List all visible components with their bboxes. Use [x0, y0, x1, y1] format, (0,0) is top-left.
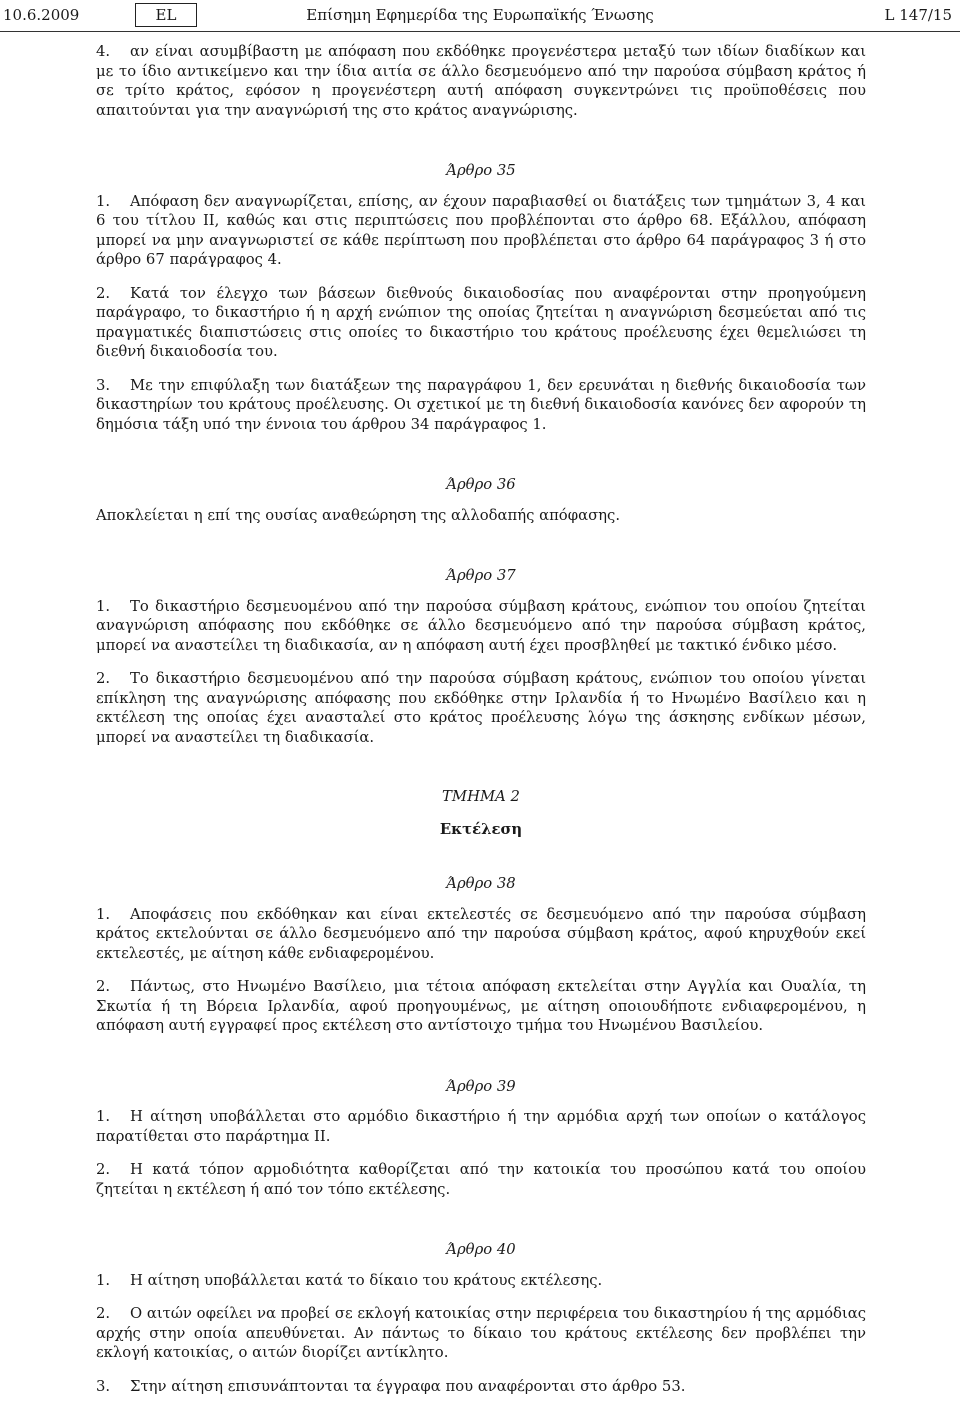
header-date: 10.6.2009: [3, 6, 80, 24]
page-header: [0, 0, 960, 34]
paragraph-number: 2.: [96, 1305, 111, 1322]
paragraph-text: Η αίτηση υποβάλλεται στο αρμόδιο δικαστήριο ή την αρμόδια αρχή των οποίων ο κατάλογος παρατίθεται στο παράρτημα II.: [96, 1108, 866, 1145]
paragraph-number: 2.: [96, 1161, 111, 1178]
article-35-paragraph-3: [96, 376, 866, 435]
paragraph-number: 1.: [96, 1271, 111, 1289]
language-code-box: EL: [135, 3, 197, 27]
paragraph-number: 2.: [96, 284, 111, 302]
article-36-text: Αποκλείεται η επί της ουσίας αναθεώρηση της αλλοδαπής απόφασης.: [96, 506, 621, 524]
article-35-title: Άρθρο 35: [446, 162, 516, 179]
article-39-paragraph-1: [96, 1107, 866, 1146]
section-title: Εκτέλεση: [439, 820, 523, 838]
article-37-paragraph-1: [96, 597, 866, 656]
document-body: [96, 42, 866, 1410]
paragraph-number: 3.: [96, 1377, 111, 1395]
paragraph-text: Αποφάσεις που εκδόθηκαν και είναι εκτελεστές σε δεσμευόμενο από την παρούσα σύμβαση κράτος εκτελούνται σε άλλο δεσμευόμενο από την παρούσα σύμβαση κράτος, αφού κηρυχθούν εκεί εκτελεστές, με αίτηση κάθε ενδιαφερομένου.: [96, 905, 866, 962]
article-35-paragraph-1: [96, 192, 866, 270]
page-reference: L 147/15: [884, 6, 952, 24]
paragraph-text: Με την επιφύλαξη των διατάξεων της παραγράφου 1, δεν ερευνάται η διεθνής δικαιοδοσία των δικαστηρίων του κράτους προέλευσης. Οι σχετικοί με τη διεθνή δικαιοδοσία κανόνες δεν αφορούν τη δημόσια τάξη υπό την έννοια του άρθρου 34 παράγραφος 1.: [96, 376, 866, 433]
header-rule: [0, 31, 960, 32]
paragraph-text: Πάντως, στο Ηνωμένο Βασίλειο, μια τέτοια απόφαση εκτελείται στην Αγγλία και Ουαλία, τη Σκωτία ή τη Βόρεια Ιρλανδία, αφού προηγουμένως, με αίτηση οποιουδήποτε ενδιαφερομένου, η απόφαση αυτή εγγραφεί προς εκτέλεση στο αντίστοιχο τμήμα του Ηνωμένου Βασιλείου.: [96, 978, 866, 1034]
article-37-title: Άρθρο 37: [446, 567, 516, 584]
article-35-paragraph-2: [96, 284, 866, 362]
article-36-title: Άρθρο 36: [446, 476, 516, 493]
paragraph-text: Απόφαση δεν αναγνωρίζεται, επίσης, αν έχουν παραβιασθεί οι διατάξεις των τμημάτων 3, 4 και 6 του τίτλου II, καθώς και στις περιπτώσεις που προβλέπονται στο άρθρο 68. Εξάλλου, απόφαση μπορεί να μην αναγνωριστεί σε κάθε περίπτωση που προβλέπεται στο άρθρο 64 παράγραφος 3 ή στο άρθρο 67 παράγραφος 4.: [96, 192, 866, 268]
paragraph-text: Το δικαστήριο δεσμευομένου από την παρούσα σύμβαση κράτους, ενώπιον του οποίου ζητείται αναγνώριση απόφασης που εκδόθηκε σε άλλο δεσμευόμενο από την παρούσα σύμβαση κράτος, μπορεί να αναστείλει τη διαδικασία, αν η απόφαση αυτή έχει προσβληθεί με τακτικό ένδικο μέσο.: [96, 597, 866, 654]
article-40-paragraph-3: [96, 1377, 866, 1397]
paragraph-number: 2.: [96, 670, 111, 687]
article-38-title: Άρθρο 38: [446, 875, 516, 892]
article-40-paragraph-2: [96, 1304, 866, 1363]
paragraph-number: 3.: [96, 376, 111, 394]
paragraph-text: Στην αίτηση επισυνάπτονται τα έγγραφα που αναφέρονται στο άρθρο 53.: [130, 1377, 686, 1395]
article-39-paragraph-2: [96, 1160, 866, 1199]
section-label: ΤΜΗΜΑ 2: [442, 788, 520, 805]
article-39-title: Άρθρο 39: [446, 1077, 516, 1095]
article-40-title: Άρθρο 40: [446, 1241, 516, 1258]
paragraph-number: 1.: [96, 1108, 111, 1125]
paragraph-number: 4.: [96, 43, 111, 60]
article-38-paragraph-2: [96, 977, 866, 1036]
paragraph-intro-4: [96, 42, 866, 120]
article-38-paragraph-1: [96, 905, 866, 964]
paragraph-number: 2.: [96, 978, 111, 995]
paragraph-text: Η κατά τόπον αρμοδιότητα καθορίζεται από την κατοικία του προσώπου κατά του οποίου ζητείται η εκτέλεση ή από τον τόπο εκτέλεσης.: [96, 1161, 866, 1198]
article-37-paragraph-2: [96, 669, 866, 747]
paragraph-number: 1.: [96, 192, 111, 210]
paragraph-number: 1.: [96, 905, 111, 923]
paragraph-text: αν είναι ασυμβίβαστη με απόφαση που εκδόθηκε προγενέστερα μεταξύ των ιδίων διαδίκων και με το ίδιο αντικείμενο και την ίδια αιτία σε άλλο δεσμευόμενο από την παρούσα σύμβαση κράτος ή σε τρίτο κράτος, εφόσον η προγενέστερη αυτή απόφαση συγκεντρώνει τις προϋποθέσεις που απαιτούνται για την αναγνώρισή της στο κράτος αναγνώρισης.: [96, 43, 866, 119]
article-40-paragraph-1: [96, 1271, 866, 1291]
paragraph-text: Κατά τον έλεγχο των βάσεων διεθνούς δικαιοδοσίας που αναφέρονται στην προηγούμενη παράγραφο, το δικαστήριο ή η αρχή ενώπιον της οποίας ζητείται η αναγνώριση δεσμεύεται από τις πραγματικές διαπιστώσεις στις οποίες το δικαστήριο του κράτους προέλευσης έχει θεμελιώσει τη διεθνή δικαιοδοσία του.: [96, 284, 866, 360]
paragraph-text: Ο αιτών οφείλει να προβεί σε εκλογή κατοικίας στην περιφέρεια του δικαστηρίου ή της αρμόδιας αρχής στην οποία απευθύνεται. Αν πάντως το δίκαιο του κράτους εκτέλεσης δεν προβλέπει την εκλογή κατοικίας, ο αιτών διορίζει αντίκλητο.: [96, 1305, 866, 1361]
journal-title: Επίσημη Εφημερίδα της Ευρωπαϊκής Ένωσης: [306, 6, 654, 24]
paragraph-number: 1.: [96, 597, 111, 615]
paragraph-text: Το δικαστήριο δεσμευομένου από την παρούσα σύμβαση κράτους, ενώπιον του οποίου γίνεται επίκληση της αναγνώρισης απόφασης που εκδόθηκε στην Ιρλανδία ή το Ηνωμένο Βασίλειο και η εκτέλεση της οποίας έχει ανασταλεί στο κράτος προέλευσης λόγω της άσκησης ενδίκων μέσων, μπορεί να αναστείλει τη διαδικασία.: [96, 670, 866, 746]
paragraph-text: Η αίτηση υποβάλλεται κατά το δίκαιο του κράτους εκτέλεσης.: [130, 1271, 603, 1289]
